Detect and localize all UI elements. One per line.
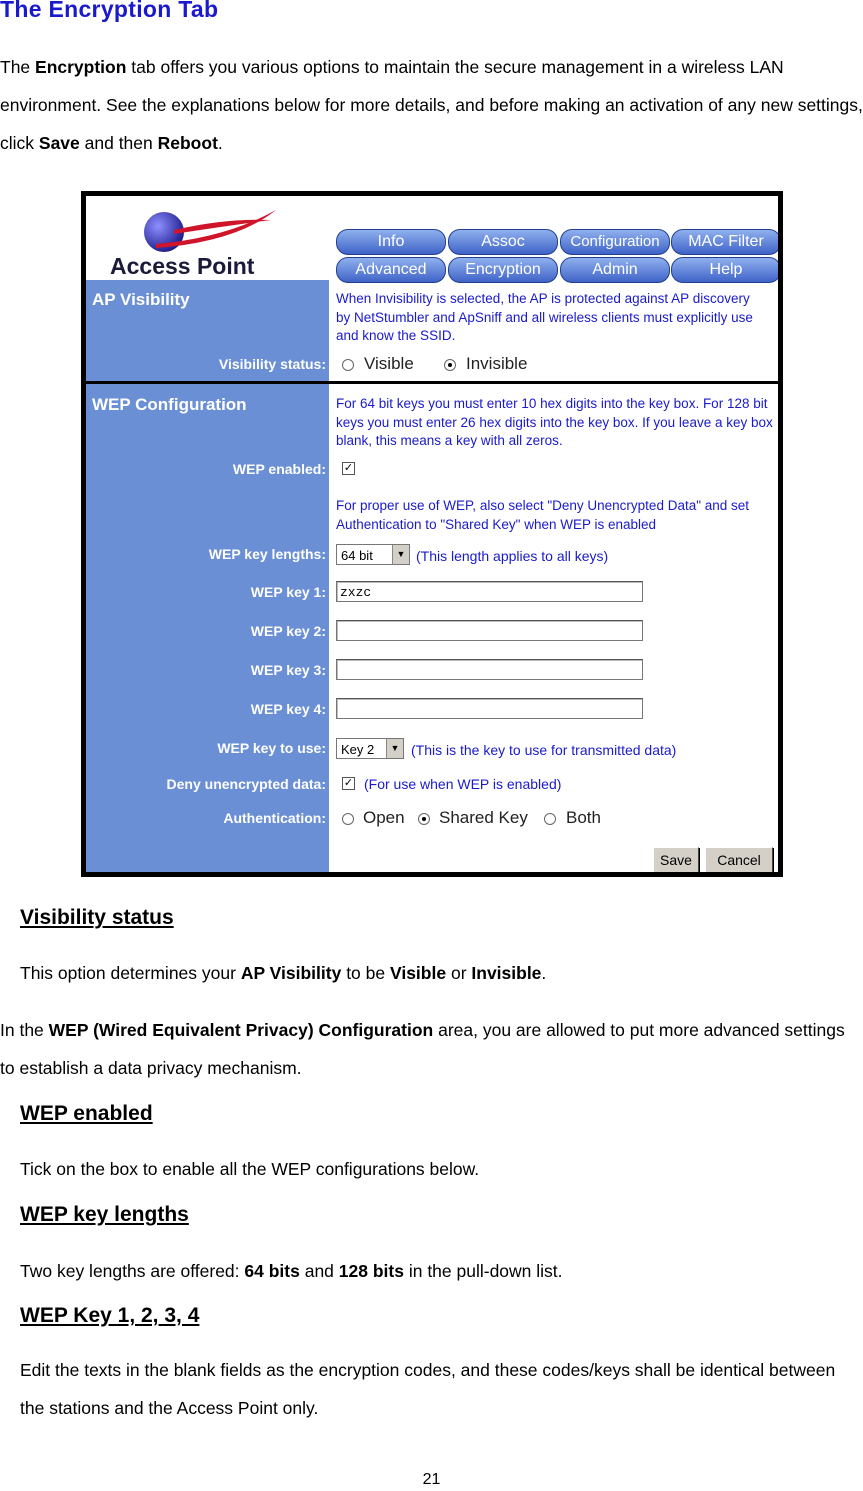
ap-config-screenshot [81,191,783,877]
authentication-label: Authentication: [223,810,326,826]
page-title: The Encryption Tab [0,0,219,22]
save-button[interactable]: Save [653,847,699,872]
wep-key-to-use-select[interactable] [336,738,404,759]
wep-key-length-select[interactable] [336,544,410,565]
nav-assoc-button[interactable]: Assoc [448,229,558,255]
nav-mac-filter-button[interactable]: MAC Filter [671,229,778,255]
wep-key3-input[interactable] [336,659,643,680]
wep-key4-input[interactable] [336,698,643,719]
wep-enabled-label: WEP enabled: [232,461,326,477]
auth-shared-key-radio[interactable] [418,813,430,825]
wep-key-to-use-label: WEP key to use: [217,740,326,756]
auth-open-label: Open [363,808,405,827]
wep-keys-heading: WEP Key 1, 2, 3, 4 [20,1304,200,1327]
logo-text: Access Point [110,253,255,279]
auth-shared-key-label: Shared Key [439,808,528,827]
wep-intro-text: In the WEP (Wired Equivalent Privacy) Configuration area, you are allowed to put more advanced settings to establish a data privacy mechanism. [0,1020,845,1078]
wep-keys-note: For 64 bit keys you must enter 10 hex digits into the key box. For 128 bit keys you must enter 26 hex digits into the key box. If you leave a key box blank, this means a key with all zeros. [336,396,773,448]
wep-enabled-text: Tick on the box to enable all the WEP configurations below. [20,1159,480,1179]
invisible-label: Invisible [466,354,528,373]
deny-unencrypted-hint: (For use when WEP is enabled) [364,776,562,792]
wep-key2-input[interactable] [336,620,643,641]
wep-enabled-heading: WEP enabled [20,1102,153,1125]
section-divider [86,381,778,384]
wep-key1-label: WEP key 1: [250,584,326,600]
wep-keys-text: Edit the texts in the blank fields as the encryption codes, and these codes/keys shall be identical between the stations and the Access Point only. [20,1360,836,1418]
deny-unencrypted-checkbox[interactable]: ✓ [343,777,354,789]
visible-label: Visible [364,354,414,373]
nav-help-button[interactable]: Help [671,257,778,283]
visibility-status-label: Visibility status: [218,356,326,372]
page-number: 21 [422,1471,441,1488]
wep-usage-note: For proper use of WEP, also select "Deny Unencrypted Data" and set Authentication to "Shared Key" when WEP is enabled [336,498,750,532]
nav-configuration-button[interactable]: Configuration [560,229,670,255]
deny-unencrypted-label: Deny unencrypted data: [166,776,326,792]
wep-configuration-heading: WEP Configuration [92,395,247,414]
invisible-radio[interactable] [444,359,456,371]
wep-key-to-use-value: Key 2 [341,742,375,757]
wep-key-to-use-hint: (This is the key to use for transmitted data) [411,742,677,758]
nav-info-button[interactable]: Info [336,229,446,255]
cancel-button[interactable]: Cancel [705,847,773,872]
visibility-status-heading: Visibility status [20,906,174,929]
intro-paragraph: The Encryption tab offers you various options to maintain the secure management in a wireless LAN environment. See the explanations below for more details, and before making an activation of any new settings, click Save and then Reboot. [0,57,863,153]
logo-graphic [126,208,296,258]
wep-key3-label: WEP key 3: [250,662,326,678]
ap-visibility-note: When Invisibility is selected, the AP is protected against AP discovery by NetStumbler and ApSniff and all wireless clients must explicitly use and know the SSID. [336,291,753,343]
wep-key1-input[interactable]: zxzc [336,581,643,602]
auth-both-radio[interactable] [544,813,556,825]
auth-both-label: Both [566,808,601,827]
visible-radio[interactable] [342,359,354,371]
wep-key2-label: WEP key 2: [250,623,326,639]
ap-visibility-heading: AP Visibility [92,290,190,309]
wep-key-length-hint: (This length applies to all keys) [416,548,609,564]
wep-key-length-value: 64 bit [341,548,373,563]
nav-admin-button[interactable]: Admin [560,257,670,283]
wep-key-lengths-heading: WEP key lengths [20,1203,189,1226]
wep-key4-label: WEP key 4: [250,701,326,717]
auth-open-radio[interactable] [342,813,354,825]
visibility-status-text: This option determines your AP Visibility to be Visible or Invisible. [20,963,547,983]
wep-key-lengths-text: Two key lengths are offered: 64 bits and 128 bits in the pull-down list. [20,1261,563,1281]
nav-advanced-button[interactable]: Advanced [336,257,446,283]
wep-key-lengths-label: WEP key lengths: [208,546,326,562]
wep-enabled-checkbox[interactable]: ✓ [343,462,354,474]
nav-encryption-button[interactable]: Encryption [448,257,558,283]
chevron-down-icon: ▼ [392,545,409,564]
chevron-down-icon: ▼ [386,739,403,758]
